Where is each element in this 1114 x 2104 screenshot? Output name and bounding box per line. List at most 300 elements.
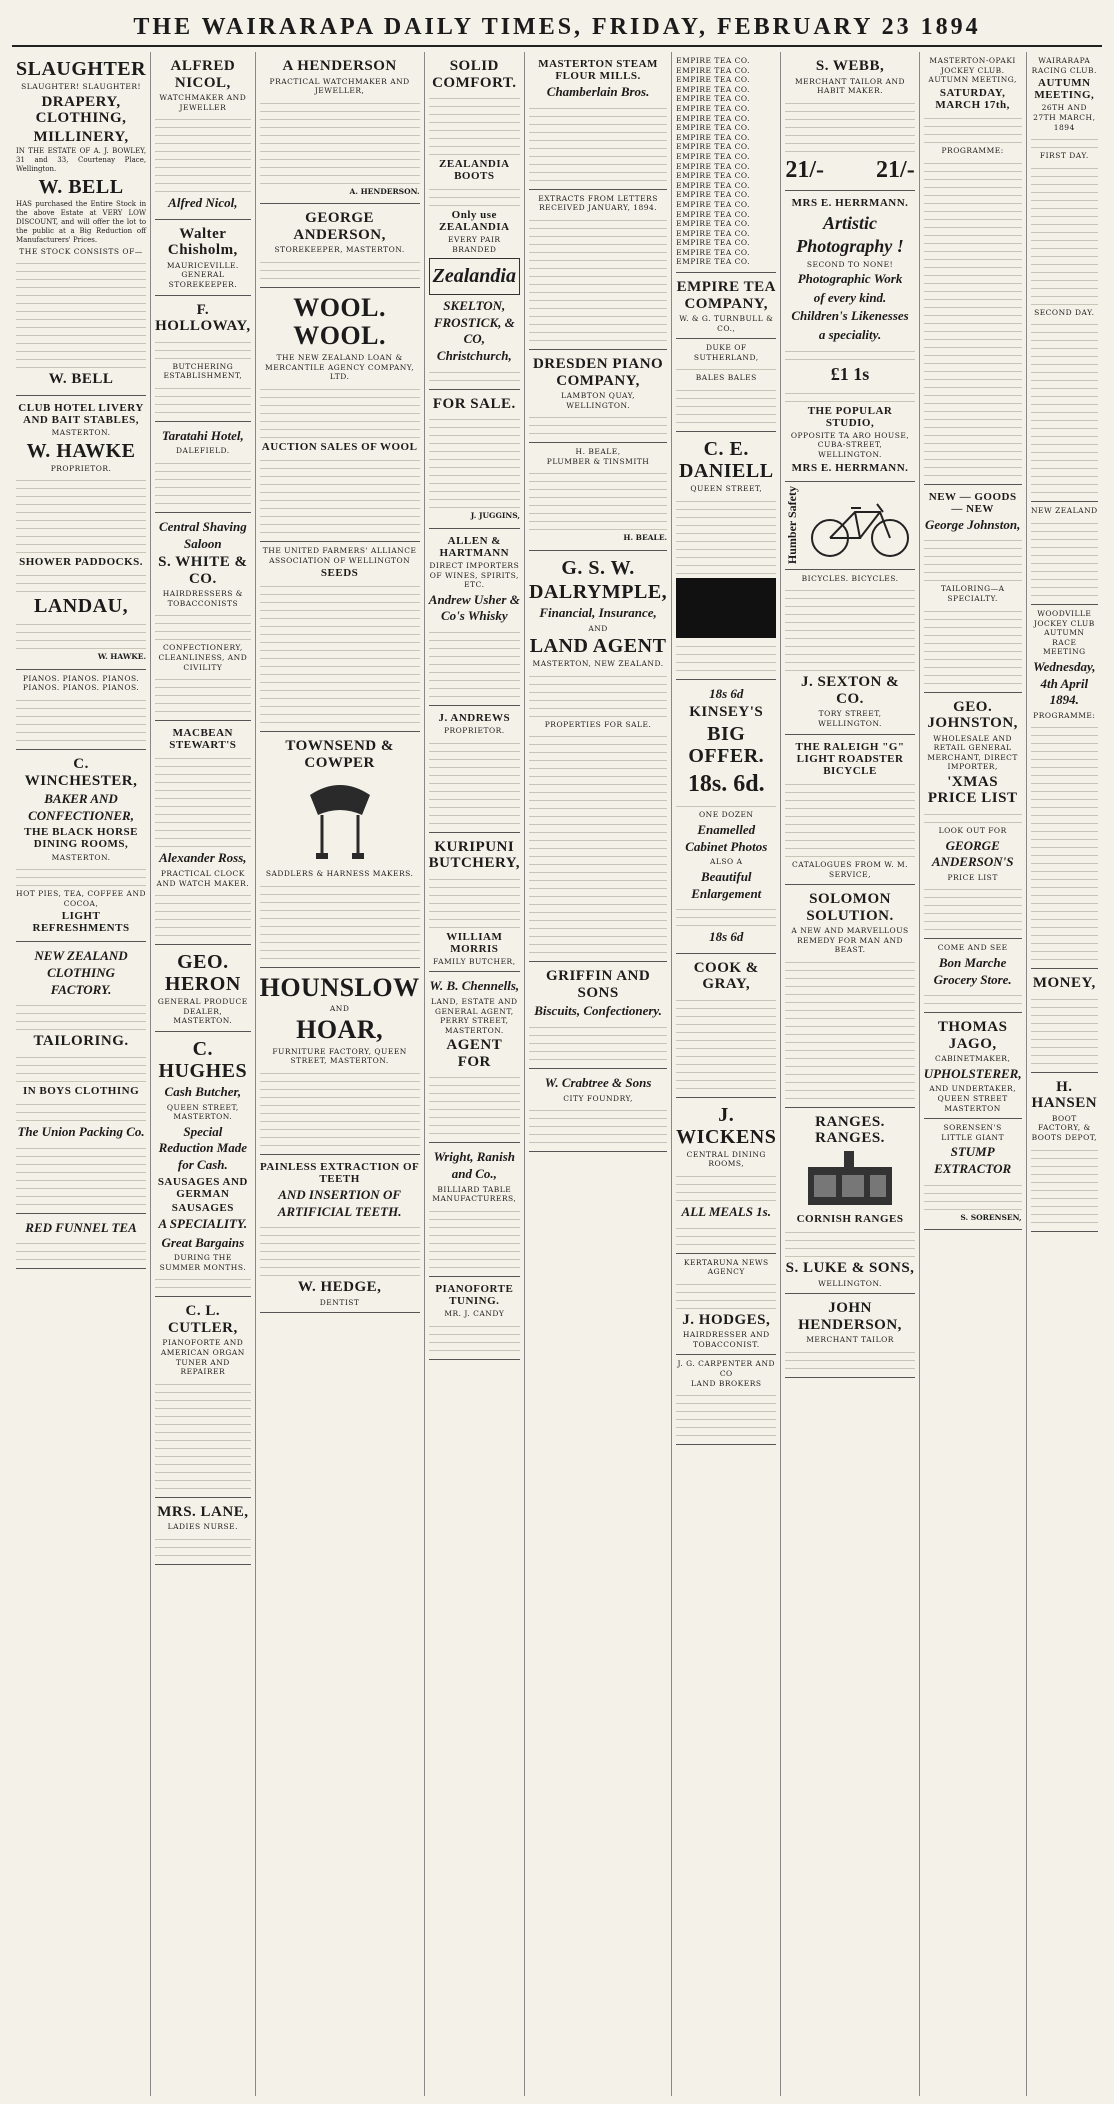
ad-line: CONFECTIONERY, CLEANLINESS, AND CIVILITY [158, 643, 248, 672]
ad-subheading: BOOT FACTORY, & BOOTS DEPOT, [1031, 1113, 1098, 1143]
ad-line: FIRST DAY. [1039, 151, 1089, 161]
ad-stump-extractor [924, 1119, 1022, 1230]
ad-line: ZEALANDIA BOOTS [439, 158, 510, 183]
ad-heading: Andrew Usher & Co's Whisky [428, 591, 520, 624]
ad-heading: EMPIRE TEA COMPANY, [676, 279, 776, 312]
ad-subheading: W. & G. TURNBULL & CO., [679, 314, 774, 333]
ad-body-text [676, 1280, 776, 1309]
ad-heading: G. S. W. [561, 556, 635, 579]
ad-line: ALSO A [710, 857, 743, 867]
ad-line: EMPIRE TEA CO. [676, 199, 750, 209]
ad-programme: PROGRAMME: [1033, 710, 1096, 720]
ad-line: EMPIRE TEA CO. [676, 142, 750, 152]
ad-opaki-jockey-club [924, 52, 1022, 485]
ad-clothing-factory [16, 942, 146, 1213]
ad-new-goods [924, 485, 1022, 693]
ad-line: EMPIRE TEA CO. [676, 238, 750, 248]
ad-body-text [676, 497, 776, 574]
ad-signature: The Union Packing Co. [17, 1123, 145, 1139]
ad-woodville-jockey-club [1031, 605, 1098, 969]
ad-name: S. LUKE & SONS, [785, 1260, 915, 1277]
ad-body-text [529, 104, 667, 181]
ad-line: Only use ZEALANDIA [439, 209, 510, 234]
ad-heading: Taratahi Hotel, [161, 427, 244, 443]
ad-role: HAIRDRESSER AND TOBACCONIST. [682, 1330, 770, 1349]
ad-mrs-lane [155, 1498, 251, 1565]
ad-name: W. HAWKE [26, 439, 136, 462]
ad-place: MASTERTON. [51, 428, 111, 437]
ad-body-text [529, 413, 667, 434]
ad-body-text [924, 885, 1022, 930]
ad-body-text [924, 810, 1022, 823]
ad-body-text [155, 675, 251, 712]
ad-name: ALLEN & HARTMANN [439, 534, 510, 559]
ad-place: QUEEN STREET MASTERTON [937, 1094, 1008, 1113]
ad-bicycles [785, 482, 914, 570]
ad-heading: TAILORING—A SPECIALTY. [940, 584, 1005, 603]
ad-price: 21/- [785, 156, 825, 183]
ad-name: J. G. CARPENTER AND CO [677, 1359, 776, 1379]
ad-line: EMPIRE TEA CO. [676, 247, 750, 257]
ad-body-text [16, 1144, 146, 1205]
ad-body-text [155, 115, 251, 192]
ad-heading: THE POPULAR STUDIO, [807, 404, 893, 429]
ad-body-text [16, 476, 146, 553]
ad-macbean-stewart [155, 721, 251, 945]
ad-name: Alexander Ross, [159, 850, 247, 866]
ad-body-text [260, 258, 420, 279]
ad-body-text [155, 1380, 251, 1489]
ad-role: PROPRIETOR. [443, 726, 505, 736]
ad-line: PRICE LIST [947, 872, 998, 882]
ad-heading: SOLID COMFORT. [432, 58, 517, 91]
ad-heading: A HENDERSON [282, 58, 397, 74]
ad-line: AND [329, 1004, 350, 1014]
ad-body-text [785, 958, 914, 1099]
ad-signature: S. SORENSEN, [960, 1212, 1022, 1222]
ad-line: EMPIRE TEA CO. [676, 103, 750, 113]
ad-place: WELLINGTON. [818, 1278, 882, 1288]
ad-line: EMPIRE TEA CO. [676, 56, 750, 65]
ad-heading: GRIFFIN AND SONS [545, 968, 651, 1001]
ad-line: SECOND DAY. [1034, 307, 1095, 317]
ad-dresden-piano [529, 350, 667, 443]
ad-line: BUTCHERING ESTABLISHMENT, [163, 361, 243, 381]
ad-body-text [785, 1348, 914, 1369]
ad-heading: WOODVILLE JOCKEY CLUB [1033, 608, 1095, 628]
ad-line: EMPIRE TEA CO. [676, 257, 750, 267]
ad-body-text [429, 739, 520, 824]
ad-body-text [924, 991, 1022, 1004]
ad-body-text [155, 611, 251, 640]
ad-line: EMPIRE TEA CO. [676, 151, 750, 161]
ad-name: GEO. HERON [164, 951, 241, 996]
ad-heading: PAINLESS EXTRACTION OF TEETH [259, 1160, 420, 1185]
ad-price: 18s 6d [709, 685, 744, 701]
ad-heading: SOLOMON SOLUTION. [806, 891, 894, 924]
ad-role: LAND, ESTATE AND GENERAL AGENT, PERRY STREET, MASTERTON. [431, 997, 518, 1035]
ad-line: DRAPERY, CLOTHING, [35, 93, 127, 127]
ad-name: J. SEXTON & CO. [800, 674, 900, 707]
ad-heading: Central Shaving Saloon [158, 519, 247, 551]
ad-line: BICYCLES. BICYCLES. [801, 573, 899, 583]
ad-place: QUEEN STREET, MASTERTON. [166, 1102, 239, 1122]
ad-farmers-alliance [260, 542, 420, 732]
ad-body-text [529, 1023, 667, 1060]
ad-subheading: A NEW AND MARVELLOUS REMEDY FOR MAN AND BEAST. [791, 926, 909, 955]
ad-role: STOREKEEPER, MASTERTON. [274, 245, 405, 255]
column-6 [672, 52, 781, 2096]
column-8 [920, 52, 1027, 2096]
ad-name: J. WICKENS [676, 1103, 777, 1148]
ad-heading: DRESDEN PIANO COMPANY, [532, 356, 664, 389]
range-stove-icon [800, 1149, 900, 1209]
ad-bon-marche [924, 939, 1022, 1013]
ad-body-text [155, 754, 251, 847]
ad-heading: NEW ZEALAND [1030, 506, 1098, 516]
ad-subheading: AUTUMN MEETING, [1034, 77, 1095, 102]
ad-signature: H. BEALE. [623, 533, 668, 543]
ad-name: STUMP EXTRACTOR [934, 1144, 1012, 1177]
ad-line: LOOK OUT FOR [938, 825, 1007, 835]
column-4 [425, 52, 525, 2096]
ad-signature: A. HENDERSON. [349, 186, 420, 196]
ad-allen-hartmann [429, 529, 520, 706]
ad-cutler [155, 1297, 251, 1497]
ad-kinsey-offer [676, 680, 776, 954]
ad-name: S. WEBB, [815, 58, 885, 74]
ad-body-text [155, 338, 251, 359]
ad-date: Wednesday, 4th April 1894. [1033, 658, 1096, 708]
ad-heading: 'XMAS PRICE LIST [927, 773, 1018, 807]
ad-role: CABINETMAKER, [934, 1054, 1011, 1064]
ad-heading: HOUNSLOW [259, 972, 420, 1002]
ad-line: SAUSAGES AND GERMAN [157, 1175, 248, 1200]
ad-name: C. HUGHES [158, 1038, 248, 1082]
ad-shaving-saloon [155, 513, 251, 721]
ad-money [1031, 969, 1098, 1073]
zealandia-logo-text: Zealandia [432, 264, 516, 287]
ad-body-text [16, 571, 146, 592]
ad-name: MRS. LANE, [157, 1503, 249, 1520]
ad-price: £1 1s [830, 363, 870, 384]
ad-duke-sutherland [676, 339, 776, 432]
ad-line: EMPIRE TEA CO. [676, 132, 750, 142]
ad-name: JOHN HENDERSON, [798, 1300, 902, 1333]
ad-body-text [676, 386, 776, 423]
ad-subheading: CENTRAL DINING ROOMS, [686, 1149, 766, 1169]
ad-line: Beautiful Enlargement [691, 868, 762, 901]
ad-body-text [529, 216, 667, 341]
ad-note: IN THE ESTATE OF A. J. BOWLEY, 31 and 33, Courtenay Place, Wellington. [16, 147, 147, 173]
ad-s-webb [785, 52, 914, 191]
ad-date: SATURDAY, MARCH 17th, [935, 86, 1010, 111]
ad-line: PROPERTIES FOR SALE. [544, 719, 652, 729]
ad-body-text [16, 259, 146, 368]
ad-name: W. B. Chennells, [429, 978, 520, 994]
ad-new-zealand [1031, 502, 1098, 605]
ad-line: EMPIRE TEA CO. [676, 180, 750, 190]
ad-signature: MRS E. HERRMANN. [791, 461, 909, 474]
ad-body-text [1031, 135, 1098, 148]
ad-note: ALL MEALS 1s. [681, 1203, 771, 1219]
ad-body-text [785, 586, 914, 671]
ad-painless-extraction [260, 1155, 420, 1314]
ad-body-text [676, 642, 776, 671]
ad-body-text [260, 1069, 420, 1146]
ad-line: EMPIRE TEA CO. [676, 94, 750, 104]
ad-subheading: CORNISH RANGES [796, 1213, 904, 1226]
ad-line: HOT PIES, TEA, COFFEE AND COCOA, [16, 889, 147, 908]
ad-h-beale [529, 443, 667, 551]
ad-subheading: LAMBTON QUAY, WELLINGTON. [561, 391, 636, 410]
ad-empire-tea-repeated [676, 52, 776, 273]
ad-flour-mills [529, 52, 667, 190]
ad-role: Financial, Insurance, [539, 604, 657, 620]
ad-line: Great Bargains [161, 1234, 245, 1250]
ad-subheading: PRACTICAL WATCHMAKER AND JEWELLER, [269, 76, 410, 96]
ad-heading: RED FUNNEL TEA [25, 1219, 137, 1235]
ad-name: W. BELL [38, 175, 124, 198]
ad-wickens [676, 1098, 776, 1254]
ad-place: MASTERTON, NEW ZEALAND. [532, 659, 664, 669]
ad-body-text [676, 802, 776, 807]
ad-name: Chamberlain Bros. [546, 84, 650, 100]
ad-geo-heron [155, 945, 251, 1032]
ad-signature: J. JUGGINS, [470, 511, 520, 521]
ad-line: EMPIRE TEA CO. [676, 190, 750, 200]
ad-wairarapa-racing-club [1031, 52, 1098, 502]
ad-body-text [429, 185, 520, 206]
ad-role: LADIES NURSE. [167, 1522, 239, 1532]
ad-body-text [785, 1228, 914, 1257]
ad-subheading: MERCHANT TAILOR AND HABIT MAKER. [795, 76, 906, 96]
ad-heading: CLUB HOTEL LIVERY AND BAIT STABLES, [18, 401, 144, 426]
ad-body-text [260, 882, 420, 959]
ad-subheading: LAND BROKERS [691, 1378, 762, 1388]
ad-hounslow-hoar [260, 968, 420, 1155]
ad-line: AND [588, 623, 608, 633]
ad-role: PROPRIETOR. [50, 463, 112, 473]
ad-name: THOMAS JAGO, [937, 1019, 1008, 1052]
ad-line: EMPIRE TEA CO. [676, 84, 750, 94]
ad-name: W. HEDGE, [297, 1279, 382, 1296]
ad-maker: SKELTON, FROSTICK, & CO, Christchurch, [433, 298, 515, 364]
ad-line: EMPIRE TEA CO. [676, 228, 750, 238]
ad-line: AND UNDERTAKER, [929, 1084, 1017, 1094]
ad-line: Children's Likenesses [791, 308, 909, 324]
ad-stock-heading: THE STOCK CONSISTS OF— [19, 246, 143, 256]
ad-heading: F. HOLLOWAY, [155, 301, 251, 335]
ad-name: George Johnston, [924, 516, 1021, 532]
ad-place: MASTERTON. [173, 1016, 233, 1026]
ad-body-text [676, 365, 776, 370]
ad-subheading: Biscuits, Confectionery. [534, 1003, 662, 1019]
ad-line: CATALOGUES FROM W. M. SERVICE, [792, 859, 909, 879]
ad-role: PIANOFORTE AND AMERICAN ORGAN TUNER AND REPAIRER [160, 1338, 245, 1377]
ad-subheading: LITTLE GIANT [941, 1132, 1005, 1142]
ad-heading: LANDAU, [34, 595, 129, 618]
ad-heading: MASTERTON STEAM FLOUR MILLS. [538, 58, 658, 83]
ad-george-anderson [260, 204, 420, 288]
ad-empire-tea-company [676, 273, 776, 339]
ad-body-text [785, 780, 914, 857]
ad-zealandia-boots [429, 52, 520, 390]
ad-heading: ALFRED NICOL, [170, 58, 236, 91]
ad-solomon-solution [785, 885, 914, 1108]
ad-body-text [16, 1053, 146, 1082]
ad-heading: BIG OFFER. [688, 722, 765, 767]
ad-heading: TAILORING. [33, 1033, 129, 1050]
ad-heading: RANGES. RANGES. [815, 1113, 885, 1147]
ad-body-text [16, 696, 146, 741]
ad-body-text [16, 865, 146, 886]
ad-subheading: BILLIARD TABLE MANUFACTURERS, [432, 1184, 517, 1204]
ad-role: DENTIST [319, 1297, 360, 1307]
ad-subheading: CITY FOUNDRY, [563, 1093, 633, 1103]
ad-body-text [155, 1275, 251, 1288]
ad-heading: FOR SALE. [432, 395, 516, 412]
ad-subheading: HAIRDRESSERS & TOBACCONISTS [162, 589, 243, 608]
ad-role: MERCHANT TAILOR [806, 1335, 894, 1345]
ad-subheading: WHOLESALE AND RETAIL GENERAL MERCHANT, DIRECT IMPORTER, [927, 733, 1018, 772]
ad-body-text [1031, 519, 1098, 596]
ad-body-text [924, 536, 1022, 581]
zealandia-logo [429, 258, 520, 296]
ad-subheading: AND INSERTION OF ARTIFICIAL TEETH. [277, 1186, 402, 1219]
ad-body-text [16, 620, 146, 649]
bicycle-icon [805, 490, 915, 560]
ad-heading: THE RALEIGH "G" LIGHT ROADSTER BICYCLE [795, 740, 905, 777]
ad-role: FAMILY BUTCHER, [433, 956, 516, 966]
ad-line: BALES BALES [695, 373, 757, 383]
ad-body-text [155, 459, 251, 504]
ad-name: GEORGE ANDERSON'S [931, 837, 1014, 870]
ad-subheading: SLAUGHTER! SLAUGHTER! [21, 82, 142, 91]
column-9 [1027, 52, 1102, 2096]
ad-bicycles-caption [785, 570, 914, 735]
ad-raleigh [785, 735, 914, 885]
ad-thomas-jago [924, 1013, 1022, 1119]
ad-body-text [1031, 320, 1098, 493]
ad-name: W. Crabtree & Sons [544, 1075, 652, 1090]
ad-body-text [529, 469, 667, 530]
ad-john-henderson [785, 1294, 914, 1378]
ad-heading: LAND AGENT [529, 635, 667, 658]
ad-subheading: WATCHMAKER AND JEWELLER [159, 93, 247, 112]
ad-date: 26TH AND 27TH MARCH, 1894 [1033, 103, 1096, 132]
ad-subheading: BAKER AND CONFECTIONER, [28, 791, 134, 823]
ad-heading: AGENT FOR [446, 1037, 503, 1070]
ad-signature: Alfred Nicol, [168, 195, 238, 211]
ad-pianos [16, 670, 146, 750]
ad-line: EMPIRE TEA CO. [676, 113, 750, 123]
ad-body-text [1031, 995, 1098, 1064]
ad-line: Photographic Work [797, 271, 903, 287]
ad-heading: KERTARUNA NEWS AGENCY [683, 1257, 769, 1277]
ad-for-sale [429, 390, 520, 529]
ad-role: GENERAL PRODUCE DEALER, [157, 997, 248, 1016]
ad-body-text [155, 384, 251, 413]
ad-line: A SPECIALITY. [158, 1215, 248, 1231]
ad-heading: KINSEY'S [689, 704, 764, 721]
ad-line: PIANOS. PIANOS. PIANOS. [22, 683, 140, 693]
ad-heading: HOAR, [296, 1015, 384, 1044]
ad-place: MAURICEVILLE. [166, 260, 239, 270]
ad-place: MASTERTON. [51, 852, 111, 862]
ad-body-text [16, 1100, 146, 1121]
ad-body-text [529, 732, 667, 953]
ad-heading: AUCTION SALES OF WOOL [261, 440, 418, 453]
ad-body-text [429, 1207, 520, 1268]
ad-line: EMPIRE TEA CO. [676, 171, 750, 181]
ad-heading: NEW ZEALAND CLOTHING FACTORY. [34, 948, 128, 997]
ad-place: DALEFIELD. [176, 446, 230, 456]
ad-line: EMPIRE TEA CO. [676, 123, 750, 133]
ad-line: UPHOLSTERER, [923, 1065, 1022, 1081]
ad-subheading: DIRECT IMPORTERS OF WINES, SPIRITS, ETC. [429, 560, 520, 590]
ad-signature: W. HAWKE. [97, 652, 147, 662]
ad-heading: IN BOYS CLOTHING [22, 1084, 140, 1097]
column-5 [525, 52, 672, 2096]
ad-heading: THE BLACK HORSE DINING ROOMS, [24, 826, 138, 851]
columns [12, 52, 1102, 2096]
ad-letters [529, 190, 667, 350]
ad-programme: PROGRAMME: [941, 145, 1004, 155]
ad-holloway [155, 296, 251, 422]
ad-walter-chisholm [155, 220, 251, 296]
ad-name: S. WHITE & CO. [158, 554, 248, 587]
ad-heading: WOOL. WOOL. [293, 292, 386, 351]
ad-line: EMPIRE TEA CO. [676, 209, 750, 219]
ad-heading: THE UNITED FARMERS' ALLIANCE ASSOCIATION OF WELLINGTON [262, 545, 417, 565]
ad-name: C. WINCHESTER, [24, 756, 138, 789]
ad-body-text [155, 891, 251, 936]
ad-body-text [676, 996, 776, 1089]
ad-name: Walter Chisholm, [167, 225, 238, 259]
ad-side-label: Humber Safety [785, 485, 800, 564]
ad-kuripuni-butchery [429, 833, 520, 973]
ad-body-text [429, 368, 520, 381]
ad-body-text [924, 1181, 1022, 1210]
ad-place: TORY STREET, WELLINGTON. [818, 709, 882, 729]
ad-h-hansen [1031, 1073, 1098, 1232]
ad-c-hughes [155, 1032, 251, 1297]
ad-line: DURING THE SUMMER MONTHS. [159, 1253, 247, 1272]
ad-line: EMPIRE TEA CO. [676, 161, 750, 171]
ad-price: 21/- [876, 156, 915, 183]
ad-wright-ranish [429, 1143, 520, 1276]
ad-herrmann-photography [785, 191, 914, 481]
ad-geo-johnston [924, 693, 1022, 940]
ad-wool [260, 288, 420, 542]
ad-heading: Artistic Photography ! [796, 212, 904, 256]
ad-signature: W. BELL [48, 371, 114, 388]
ad-news-agency [676, 1254, 776, 1356]
ad-livery-stables [16, 396, 146, 670]
ad-name: WILLIAM MORRIS [446, 930, 503, 955]
ad-body-text [785, 347, 914, 360]
ad-name: MRS E. HERRMANN. [791, 197, 909, 210]
ad-body-text [785, 99, 914, 152]
ad-body-text [155, 1535, 251, 1556]
ad-body-text [1031, 1146, 1098, 1223]
ad-body-text [429, 415, 520, 508]
ad-alfred-nicol [155, 52, 251, 220]
ad-body-text [1031, 723, 1098, 960]
column-1 [12, 52, 151, 2096]
ad-dalrymple [529, 551, 667, 962]
